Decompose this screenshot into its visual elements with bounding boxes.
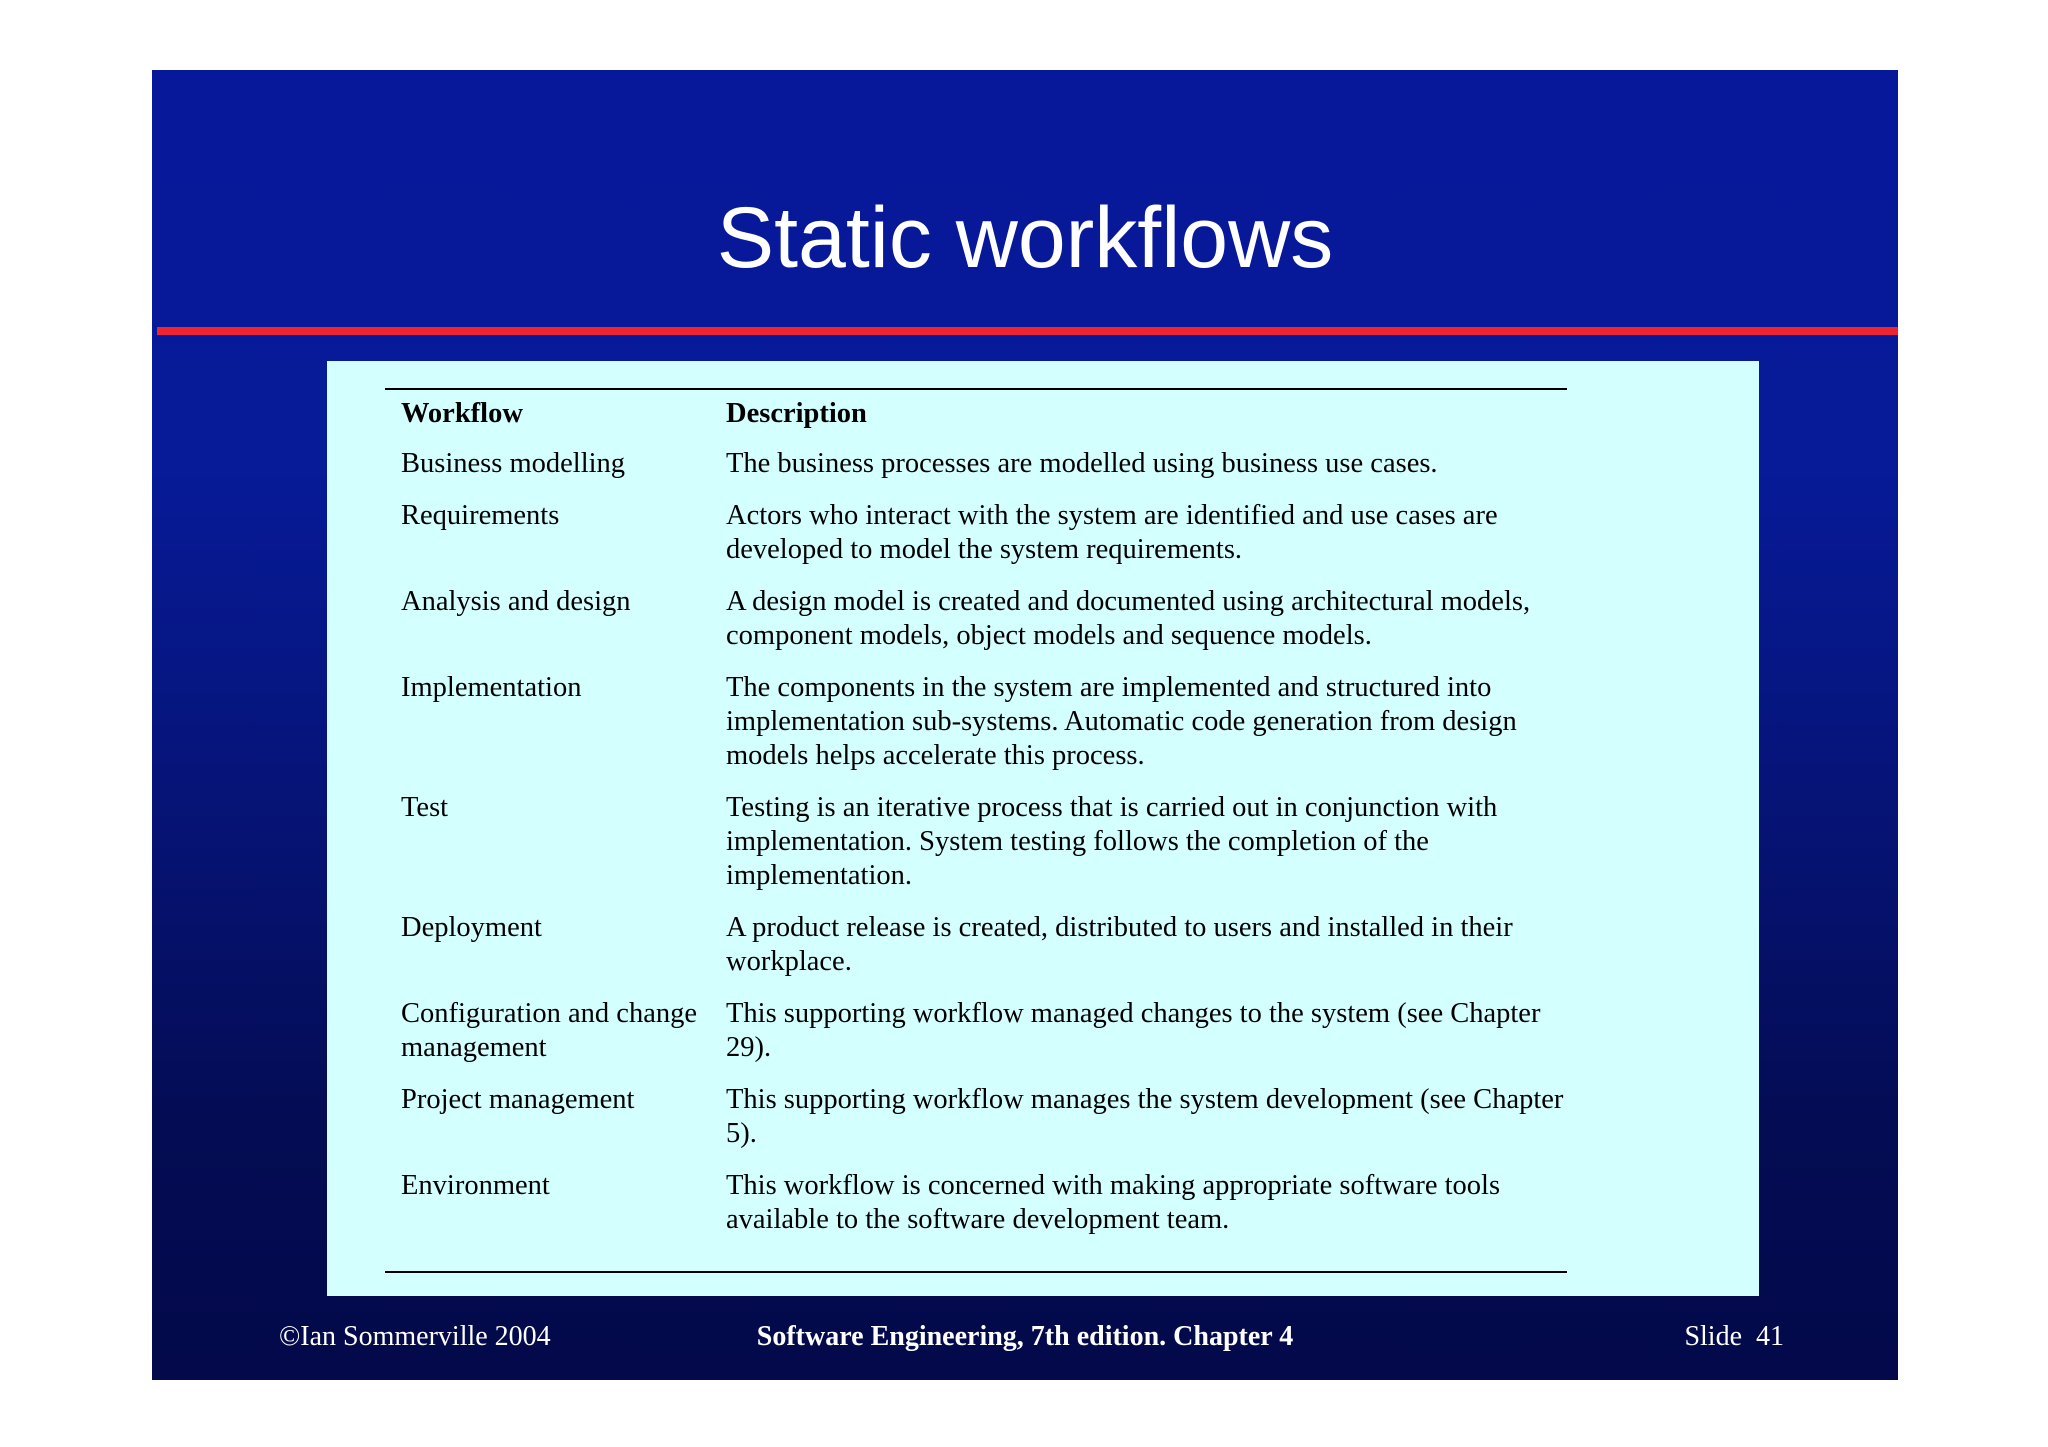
table-panel [327,361,1759,1296]
workflow-description: This supporting workflow managed changes to the system (see Chapter 29). [726,998,1541,1063]
workflow-name: Project management [401,1084,635,1115]
workflow-description: A product release is created, distributed to users and installed in their workplace. [726,912,1513,977]
workflow-name: Business modelling [401,448,626,479]
table-row [385,1169,1567,1255]
footer-book-title: Software Engineering, 7th edition. Chapter 4 [756,1321,1294,1352]
workflow-name: Environment [401,1170,550,1201]
footer-copyright: ©Ian Sommerville 2004 [279,1321,551,1352]
table-header-row [385,397,1567,447]
table-top-rule [385,388,1567,390]
table-row [385,1083,1567,1169]
workflow-table [385,397,1567,1255]
workflow-description: Actors who interact with the system are identified and use cases are developed to model the system requirements. [726,500,1498,565]
slide [152,70,1898,1380]
workflow-description: The components in the system are implemented and structured into implementation sub-systems. Automatic code generation from design models helps accelerate this process. [726,672,1517,771]
footer-slide-number: Slide 41 [1684,1321,1784,1352]
table-bottom-rule [385,1271,1567,1273]
table-row [385,671,1567,791]
table-row [385,911,1567,997]
workflow-description: Testing is an iterative process that is carried out in conjunction with implementation. System testing follows the completion of the implementation. [726,792,1498,891]
workflow-description: This workflow is concerned with making appropriate software tools available to the software development team. [726,1170,1501,1235]
workflow-description: This supporting workflow manages the system development (see Chapter 5). [726,1084,1564,1149]
table-row [385,791,1567,911]
title-divider [157,327,1898,335]
header-workflow: Workflow [401,398,523,429]
table-row [385,997,1567,1083]
workflow-name: Implementation [401,672,582,703]
workflow-name: Requirements [401,500,560,531]
table-row [385,447,1567,499]
header-description: Description [726,398,867,429]
workflow-name: Configuration and change management [401,998,697,1063]
workflow-name: Deployment [401,912,542,943]
workflow-description: A design model is created and documented using architectural models, component models, object models and sequence models. [726,586,1531,651]
workflow-name: Analysis and design [401,586,631,617]
workflow-description: The business processes are modelled using business use cases. [726,448,1438,479]
workflow-name: Test [401,792,449,823]
table-row [385,585,1567,671]
table-row [385,499,1567,585]
slide-title: Static workflows [716,190,1334,286]
